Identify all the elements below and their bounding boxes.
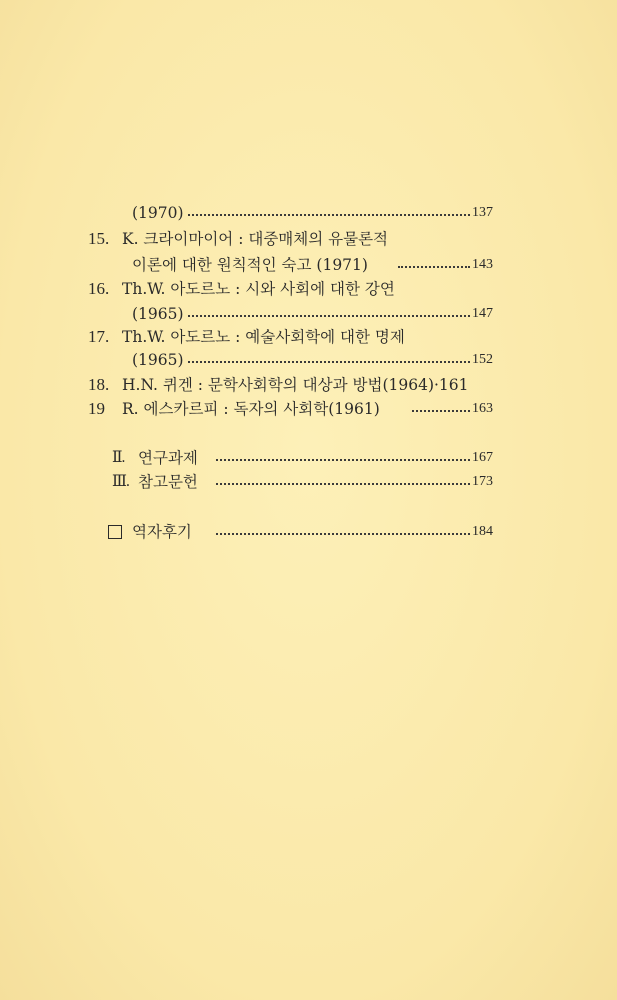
entry-number: 16. [88,279,110,298]
section-numeral: Ⅱ. [112,449,125,466]
section-title: 역자후기 [132,523,192,541]
page-number: 143 [472,257,493,272]
toc-section-ii [0,445,617,471]
entry-number: 15. [88,229,110,248]
dot-leader [216,483,470,485]
page-number: 147 [472,306,493,321]
entry-title-line2: (1965) [132,351,184,369]
entry-text: (1970) [132,204,184,222]
toc-entry-15-continuation [0,252,617,278]
entry-number: 17. [88,327,110,346]
page-number: 173 [472,474,493,489]
entry-title: K. 크라이마이어 : 대중매체의 유물론적 [122,230,389,248]
entry-title: Th.W. 아도르노 : 예술사회학에 대한 명제 [122,328,405,346]
toc-afterword [0,519,617,545]
section-title: 참고문헌 [138,473,198,491]
entry-title-line2: (1965) [132,305,184,323]
toc-section-iii [0,469,617,495]
dot-leader [188,214,470,216]
toc-entry-18 [0,372,617,398]
page-number: 184 [472,524,493,539]
entry-title: R. 에스카르피 : 독자의 사회학(1961) [122,400,380,418]
toc-entry-17-continuation [0,347,617,373]
dot-leader [412,410,470,412]
toc-entry-15 [0,226,617,252]
page-number: 152 [472,352,493,367]
dot-leader [216,459,470,461]
entry-title: Th.W. 아도르노 : 시와 사회에 대한 강연 [122,280,395,298]
page-number: 137 [472,205,493,220]
page-number: 167 [472,450,493,465]
section-numeral: Ⅲ. [112,473,129,490]
toc-entry-16 [0,276,617,302]
entry-number: 19 [88,399,105,418]
dot-leader [398,266,470,268]
entry-number: 18. [88,375,110,394]
dot-leader [216,533,470,535]
section-title: 연구과제 [138,449,198,467]
square-bullet-icon [108,525,122,539]
entry-title-line2: 이론에 대한 원칙적인 숙고 (1971) [132,256,368,274]
toc-entry-continuation [0,200,617,226]
dot-leader [188,361,470,363]
entry-title: H.N. 퀴겐 : 문학사회학의 대상과 방법(1964)·161 [122,376,469,394]
dot-leader [188,315,470,317]
page-number: 163 [472,401,493,416]
toc-entry-19 [0,396,617,422]
